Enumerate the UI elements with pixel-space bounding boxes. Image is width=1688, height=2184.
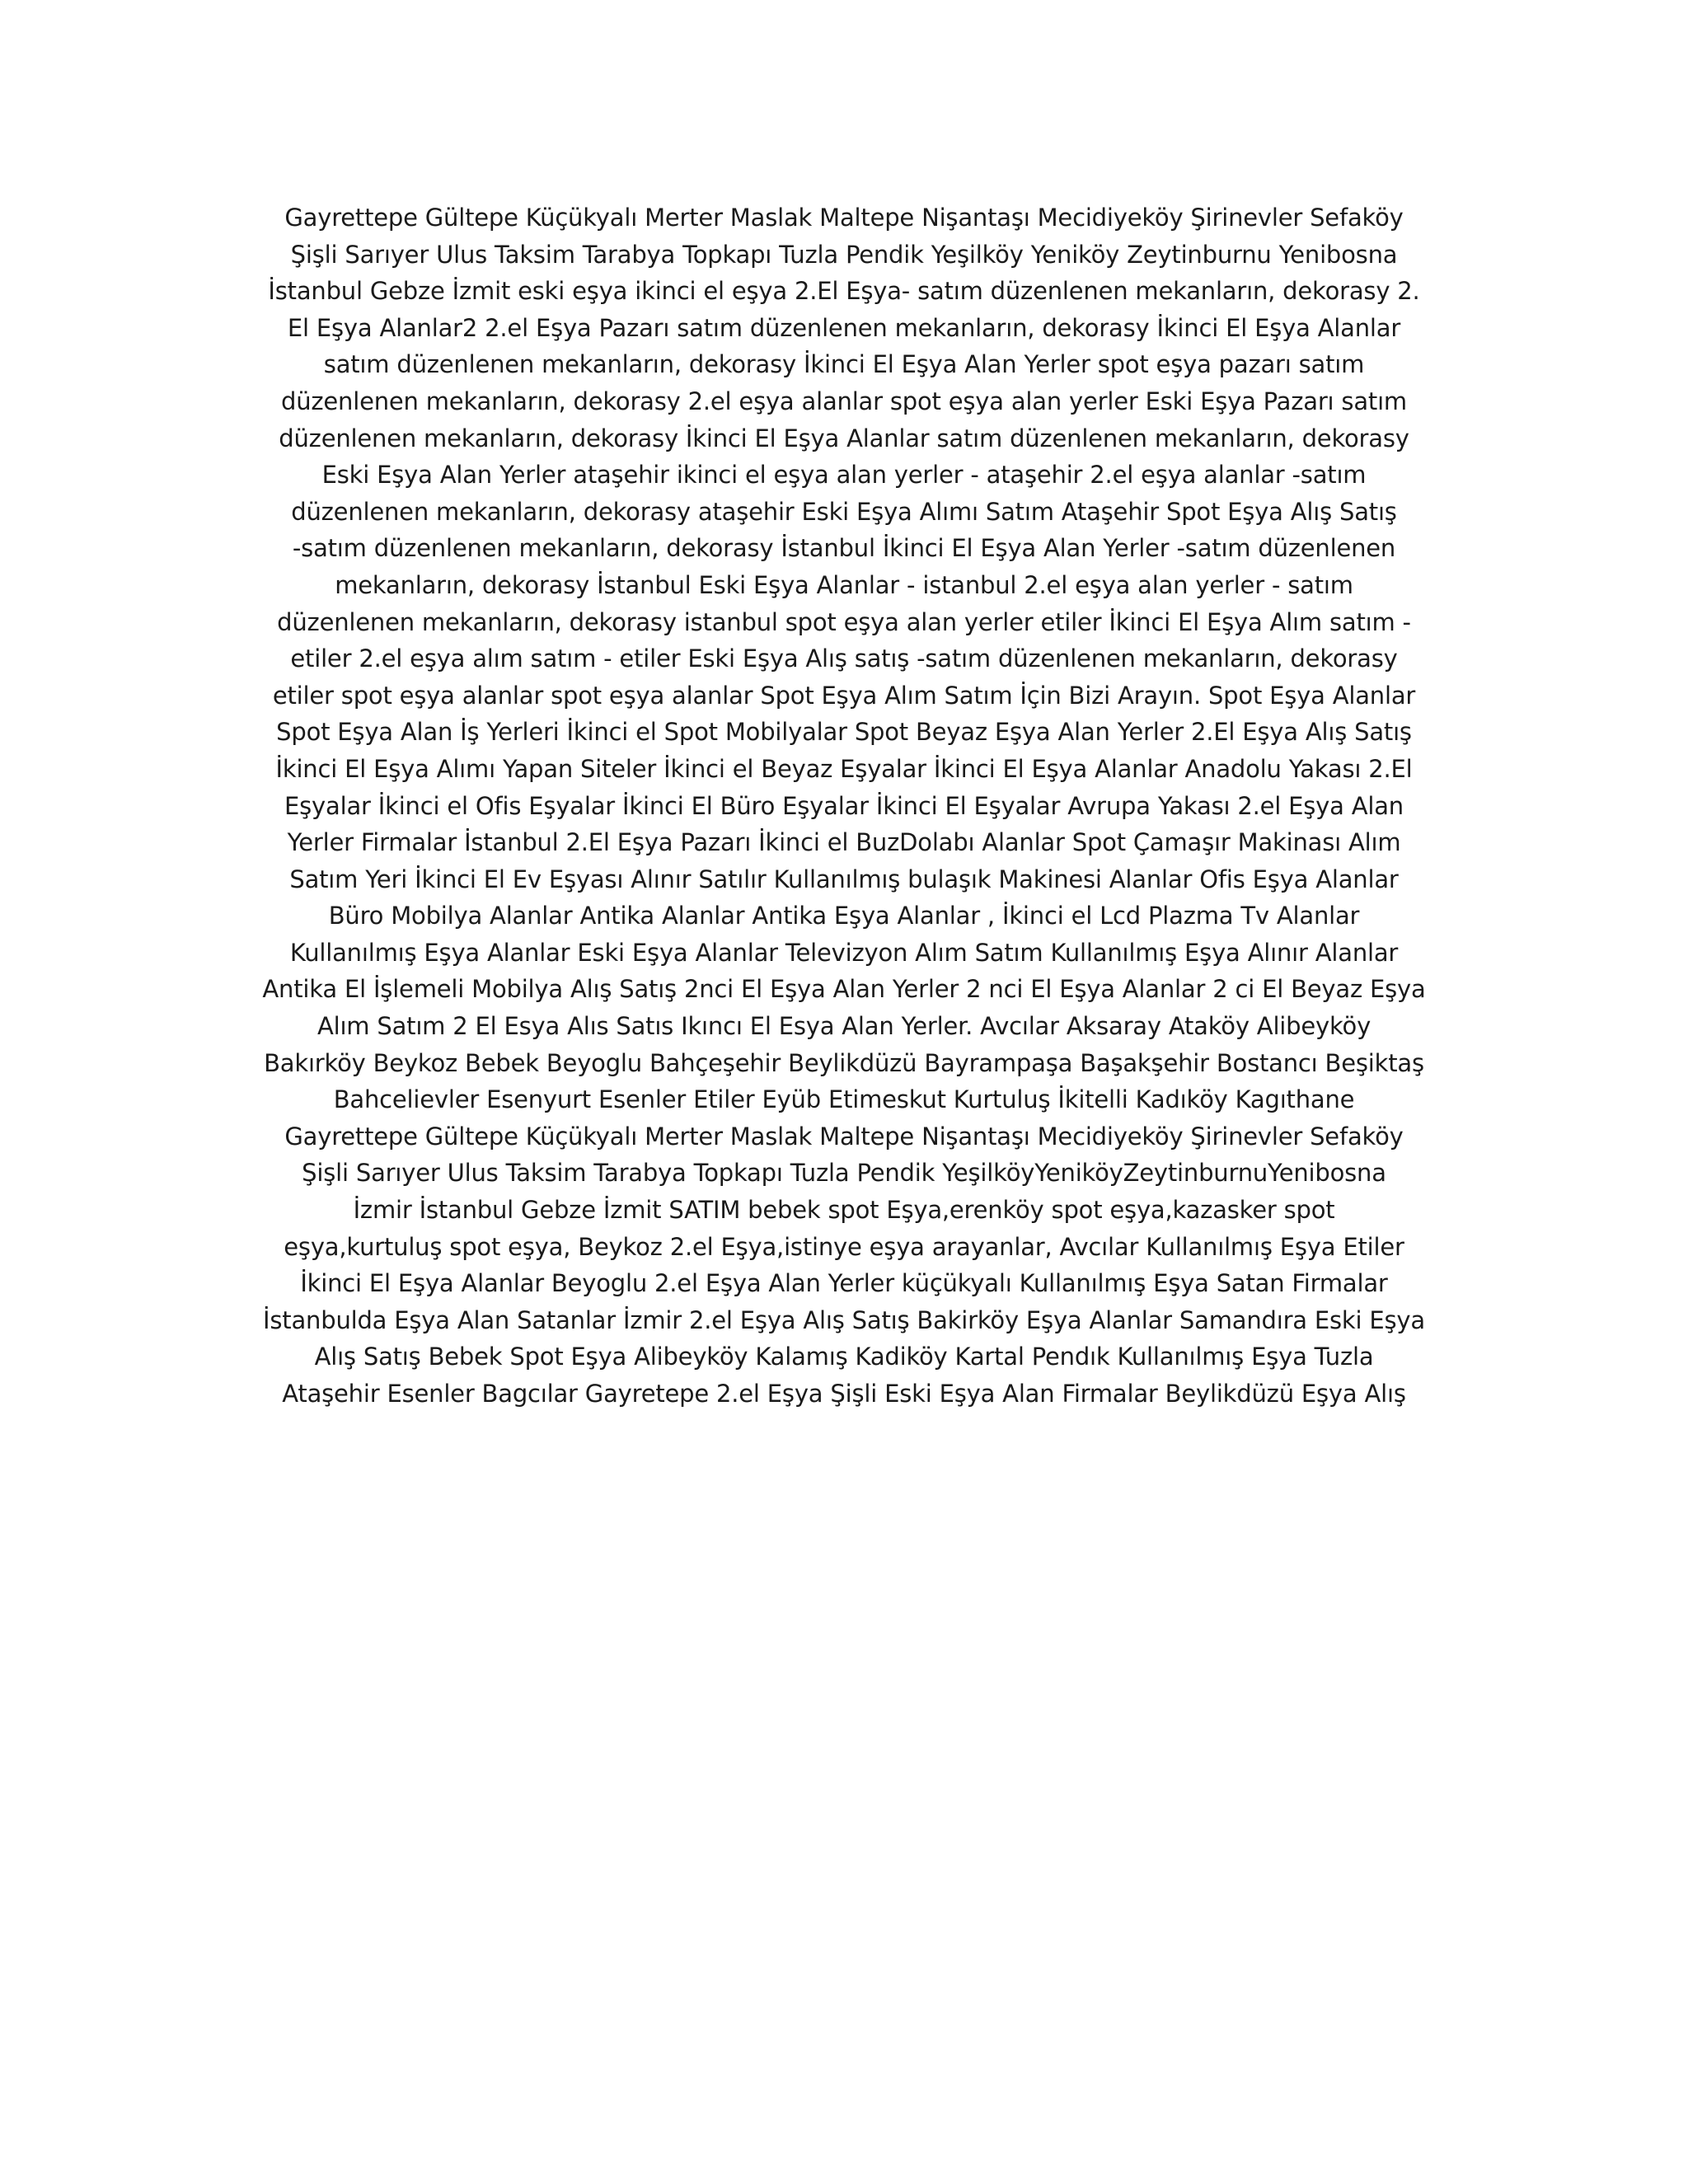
text-line: Satım Yeri İkinci El Ev Eşyası Alınır Satılır Kullanılmış bulaşık Makinesi Alanlar Ofis Eşya Alanlar [289,865,1399,893]
text-line: eşya,kurtuluş spot eşya, Beykoz 2.el Eşya,istinye eşya arayanlar, Avcılar Kullanılmış Eşya Etiler [284,1232,1404,1261]
text-line: Alış Satış Bebek Spot Eşya Alibeyköy Kalamış Kadiköy Kartal Pendık Kullanılmış Eşya Tuzla [314,1343,1374,1371]
text-line: Gayrettepe Gültepe Küçükyalı Merter Maslak Maltepe Nişantaşı Mecidiyeköy Şirinevler Sefaköy [284,1122,1404,1151]
text-line: Büro Mobilya Alanlar Antika Alanlar Antika Eşya Alanlar , İkinci el Lcd Plazma Tv Alanlar [328,902,1360,930]
text-line: El Eşya Alanlar2 2.el Eşya Pazarı satım düzenlenen mekanların, dekorasy İkinci El Eşya Alanlar [287,313,1401,342]
text-line: etiler spot eşya alanlar spot eşya alanlar Spot Eşya Alım Satım İçin Bizi Arayın. Spot Eşya Alanlar [272,681,1416,710]
text-line: Eski Eşya Alan Yerler ataşehir ikinci el eşya alan yerler - ataşehir 2.el eşya alanlar -satım [321,461,1367,490]
text-line: etiler 2.el eşya alım satım - etiler Eski Eşya Alış satış -satım düzenlenen mekanların, dekorasy [290,644,1398,673]
text-line: İstanbulda Eşya Alan Satanlar İzmir 2.el Eşya Alış Satış Bakirköy Eşya Alanlar Samandıra Eski Eşya [263,1305,1425,1334]
text-line: düzenlenen mekanların, dekorasy İkinci El Eşya Alanlar satım düzenlenen mekanların, dekorasy [279,424,1409,452]
text-line: Yerler Firmalar İstanbul 2.El Eşya Pazarı İkinci el BuzDolabı Alanlar Spot Çamaşır Makinası Alım [287,828,1401,857]
text-line: düzenlenen mekanların, dekorasy istanbul spot eşya alan yerler etiler İkinci El Eşya Alım satım - [277,607,1411,636]
text-line: Eşyalar İkinci el Ofis Eşyalar İkinci El Büro Eşyalar İkinci El Eşyalar Avrupa Yakası 2.el Eşya Alan [284,791,1404,820]
text-line: Antika El İşlemeli Mobilya Alış Satış 2nci El Eşya Alan Yerler 2 nci El Eşya Alanlar 2 ci El Beyaz Eşya [262,975,1426,1004]
text-line: Şişli Sarıyer Ulus Taksim Tarabya Topkapı Tuzla Pendik Yeşilköy Yeniköy Zeytinburnu Yenibosna [290,240,1398,269]
text-line: İzmir İstanbul Gebze İzmit SATIM bebek spot Eşya,erenköy spot eşya,kazasker spot [353,1196,1335,1225]
text-line: Bakırköy Beykoz Bebek Beyoglu Bahçeşehir Beylikdüzü Bayrampaşa Başakşehir Bostancı Beşiktaş [264,1048,1424,1077]
text-line: Şişli Sarıyer Ulus Taksim Tarabya Topkapı Tuzla Pendik YeşilköyYeniköyZeytinburnuYenibosna [302,1159,1386,1188]
text-line: İkinci El Eşya Alımı Yapan Siteler İkinci el Beyaz Eşyalar İkinci El Eşya Alanlar Anadolu Yakası 2.El [275,754,1413,783]
text-line: düzenlenen mekanların, dekorasy ataşehir Eski Eşya Alımı Satım Ataşehir Spot Eşya Alış Satış [291,497,1397,526]
text-line: Alım Satım 2 El Esya Alıs Satıs Ikıncı El Esya Alan Yerler. Avcılar Aksaray Ataköy Alibeyköy [316,1012,1372,1041]
text-line: satım düzenlenen mekanların, dekorasy İkinci El Eşya Alan Yerler spot eşya pazarı satım [323,350,1365,379]
text-line: Ataşehir Esenler Bagcılar Gayretepe 2.el Eşya Şişli Eski Eşya Alan Firmalar Beylikdüzü Eşya Alış [282,1380,1406,1408]
text-line: mekanların, dekorasy İstanbul Eski Eşya Alanlar - istanbul 2.el eşya alan yerler - satım [335,570,1353,599]
text-line: Spot Eşya Alan İş Yerleri İkinci el Spot Mobilyalar Spot Beyaz Eşya Alan Yerler 2.El Eşya Alış Satış [276,718,1412,747]
text-line: -satım düzenlenen mekanların, dekorasy İstanbul İkinci El Eşya Alan Yerler -satım düzenlenen [292,534,1396,563]
text-line: Bahcelievler Esenyurt Esenler Etiler Eyüb Etimeskut Kurtuluş İkitelli Kadıköy Kagıthane [333,1085,1355,1114]
text-line: Gayrettepe Gültepe Küçükyalı Merter Maslak Maltepe Nişantaşı Mecidiyeköy Şirinevler Sefaköy [284,204,1404,232]
text-line: düzenlenen mekanların, dekorasy 2.el eşya alanlar spot eşya alan yerler Eski Eşya Pazarı satım [281,387,1407,415]
text-line: İkinci El Eşya Alanlar Beyoglu 2.el Eşya Alan Yerler küçükyalı Kullanılmış Eşya Satan Firmalar [300,1269,1388,1298]
body-text [239,199,1449,1413]
text-line: Kullanılmış Eşya Alanlar Eski Eşya Alanlar Televizyon Alım Satım Kullanılmış Eşya Alınır Alanlar [289,938,1399,967]
text-line: İstanbul Gebze İzmit eski eşya ikinci el eşya 2.El Eşya- satım düzenlenen mekanların, dekorasy 2. [268,277,1420,306]
